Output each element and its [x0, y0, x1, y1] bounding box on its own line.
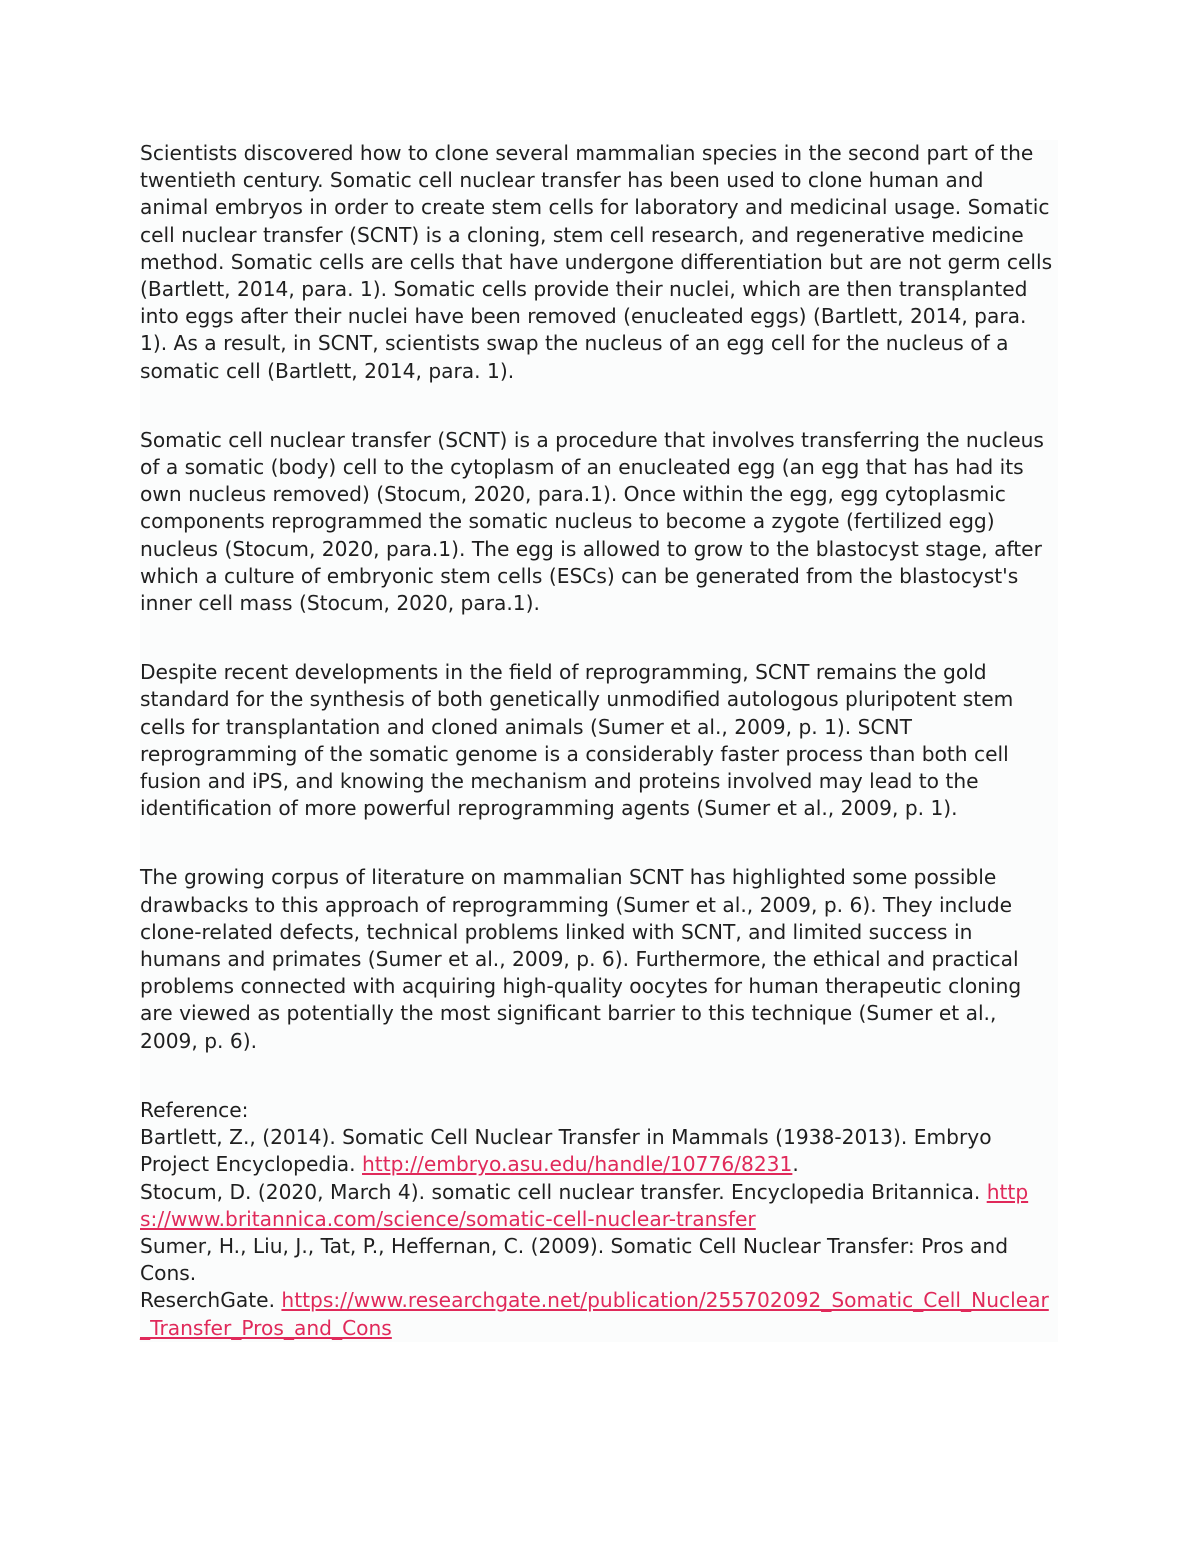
reference-sumer-source-text: ReserchGate.	[140, 1288, 282, 1313]
reference-sumer: Sumer, H., Liu, J., Tat, P., Heffernan, C. (2009). Somatic Cell Nuclear Transfer: Pros and Cons.	[140, 1233, 1009, 1286]
reference-sumer-link[interactable]: https://www.researchgate.net/publication/255702092_Somatic_Cell_Nuclear_Transfer_Pros_and_Cons	[140, 1288, 1049, 1340]
document-body	[140, 140, 1058, 1342]
reference-heading: Reference:	[140, 1097, 249, 1122]
reference-bartlett	[140, 1124, 1058, 1178]
reference-bartlett-period: .	[792, 1152, 799, 1177]
paragraph-scnt-procedure: Somatic cell nuclear transfer (SCNT) is a procedure that involves transferring the nucleus of a somatic (body) cell to the cytoplasm of an enucleated egg (an egg that has had its own nucleus removed) (Stocum, 2020, para.1). Once within the egg, egg cytoplasmic components reprogrammed the somatic nucleus to become a zygote (fertilized egg) nucleus (Stocum, 2020, para.1). The egg is allowed to grow to the blastocyst stage, after which a culture of embryonic stem cells (ESCs) can be generated from the blastocyst's inner cell mass (Stocum, 2020, para.1).	[140, 427, 1044, 616]
reference-stocum-text: Stocum, D. (2020, March 4). somatic cell nuclear transfer. Encyclopedia Britannica.	[140, 1179, 987, 1204]
reference-list	[140, 1097, 1058, 1342]
paragraph-scnt-drawbacks: The growing corpus of literature on mammalian SCNT has highlighted some possible drawbacks to this approach of reprogramming (Sumer et al., 2009, p. 6). They include clone-related defects, technical problems linked with SCNT, and limited success in humans and primates (Sumer et al., 2009, p. 6). Furthermore, the ethical and practical problems connected with acquiring high-quality oocytes for human therapeutic cloning are viewed as potentially the most significant barrier to this technique (Sumer et al., 2009, p. 6).	[140, 865, 1022, 1053]
reference-stocum-link[interactable]: https://www.britannica.com/science/somatic-cell-nuclear-transfer	[140, 1179, 1029, 1231]
paragraph-scnt-gold-standard: Despite recent developments in the field of reprogramming, SCNT remains the gold standard for the synthesis of both genetically unmodified autologous pluripotent stem cells for transplantation and cloned animals (Sumer et al., 2009, p. 1). SCNT reprogramming of the somatic genome is a considerably faster process than both cell fusion and iPS, and knowing the mechanism and proteins involved may lead to the identification of more powerful reprogramming agents (Sumer et al., 2009, p. 1).	[140, 660, 1014, 821]
reference-sumer-source	[140, 1287, 1058, 1341]
reference-bartlett-text: Bartlett, Z., (2014). Somatic Cell Nuclear Transfer in Mammals (1938-2013). Embryo Project Encyclopedia.	[140, 1125, 992, 1177]
reference-stocum	[140, 1179, 1058, 1233]
paragraph-scnt-intro: Scientists discovered how to clone several mammalian species in the second part of the twentieth century. Somatic cell nuclear transfer has been used to clone human and animal embryos in order to create stem cells for laboratory and medicinal usage. Somatic cell nuclear transfer (SCNT) is a cloning, stem cell research, and regenerative medicine method. Somatic cells are cells that have undergone differentiation but are not germ cells (Bartlett, 2014, para. 1). Somatic cells provide their nuclei, which are then transplanted into eggs after their nuclei have been removed (enucleated eggs) (Bartlett, 2014, para. 1). As a result, in SCNT, scientists swap the nucleus of an egg cell for the nucleus of a somatic cell (Bartlett, 2014, para. 1).	[140, 141, 1053, 383]
reference-bartlett-link[interactable]: http://embryo.asu.edu/handle/10776/8231	[362, 1152, 793, 1177]
